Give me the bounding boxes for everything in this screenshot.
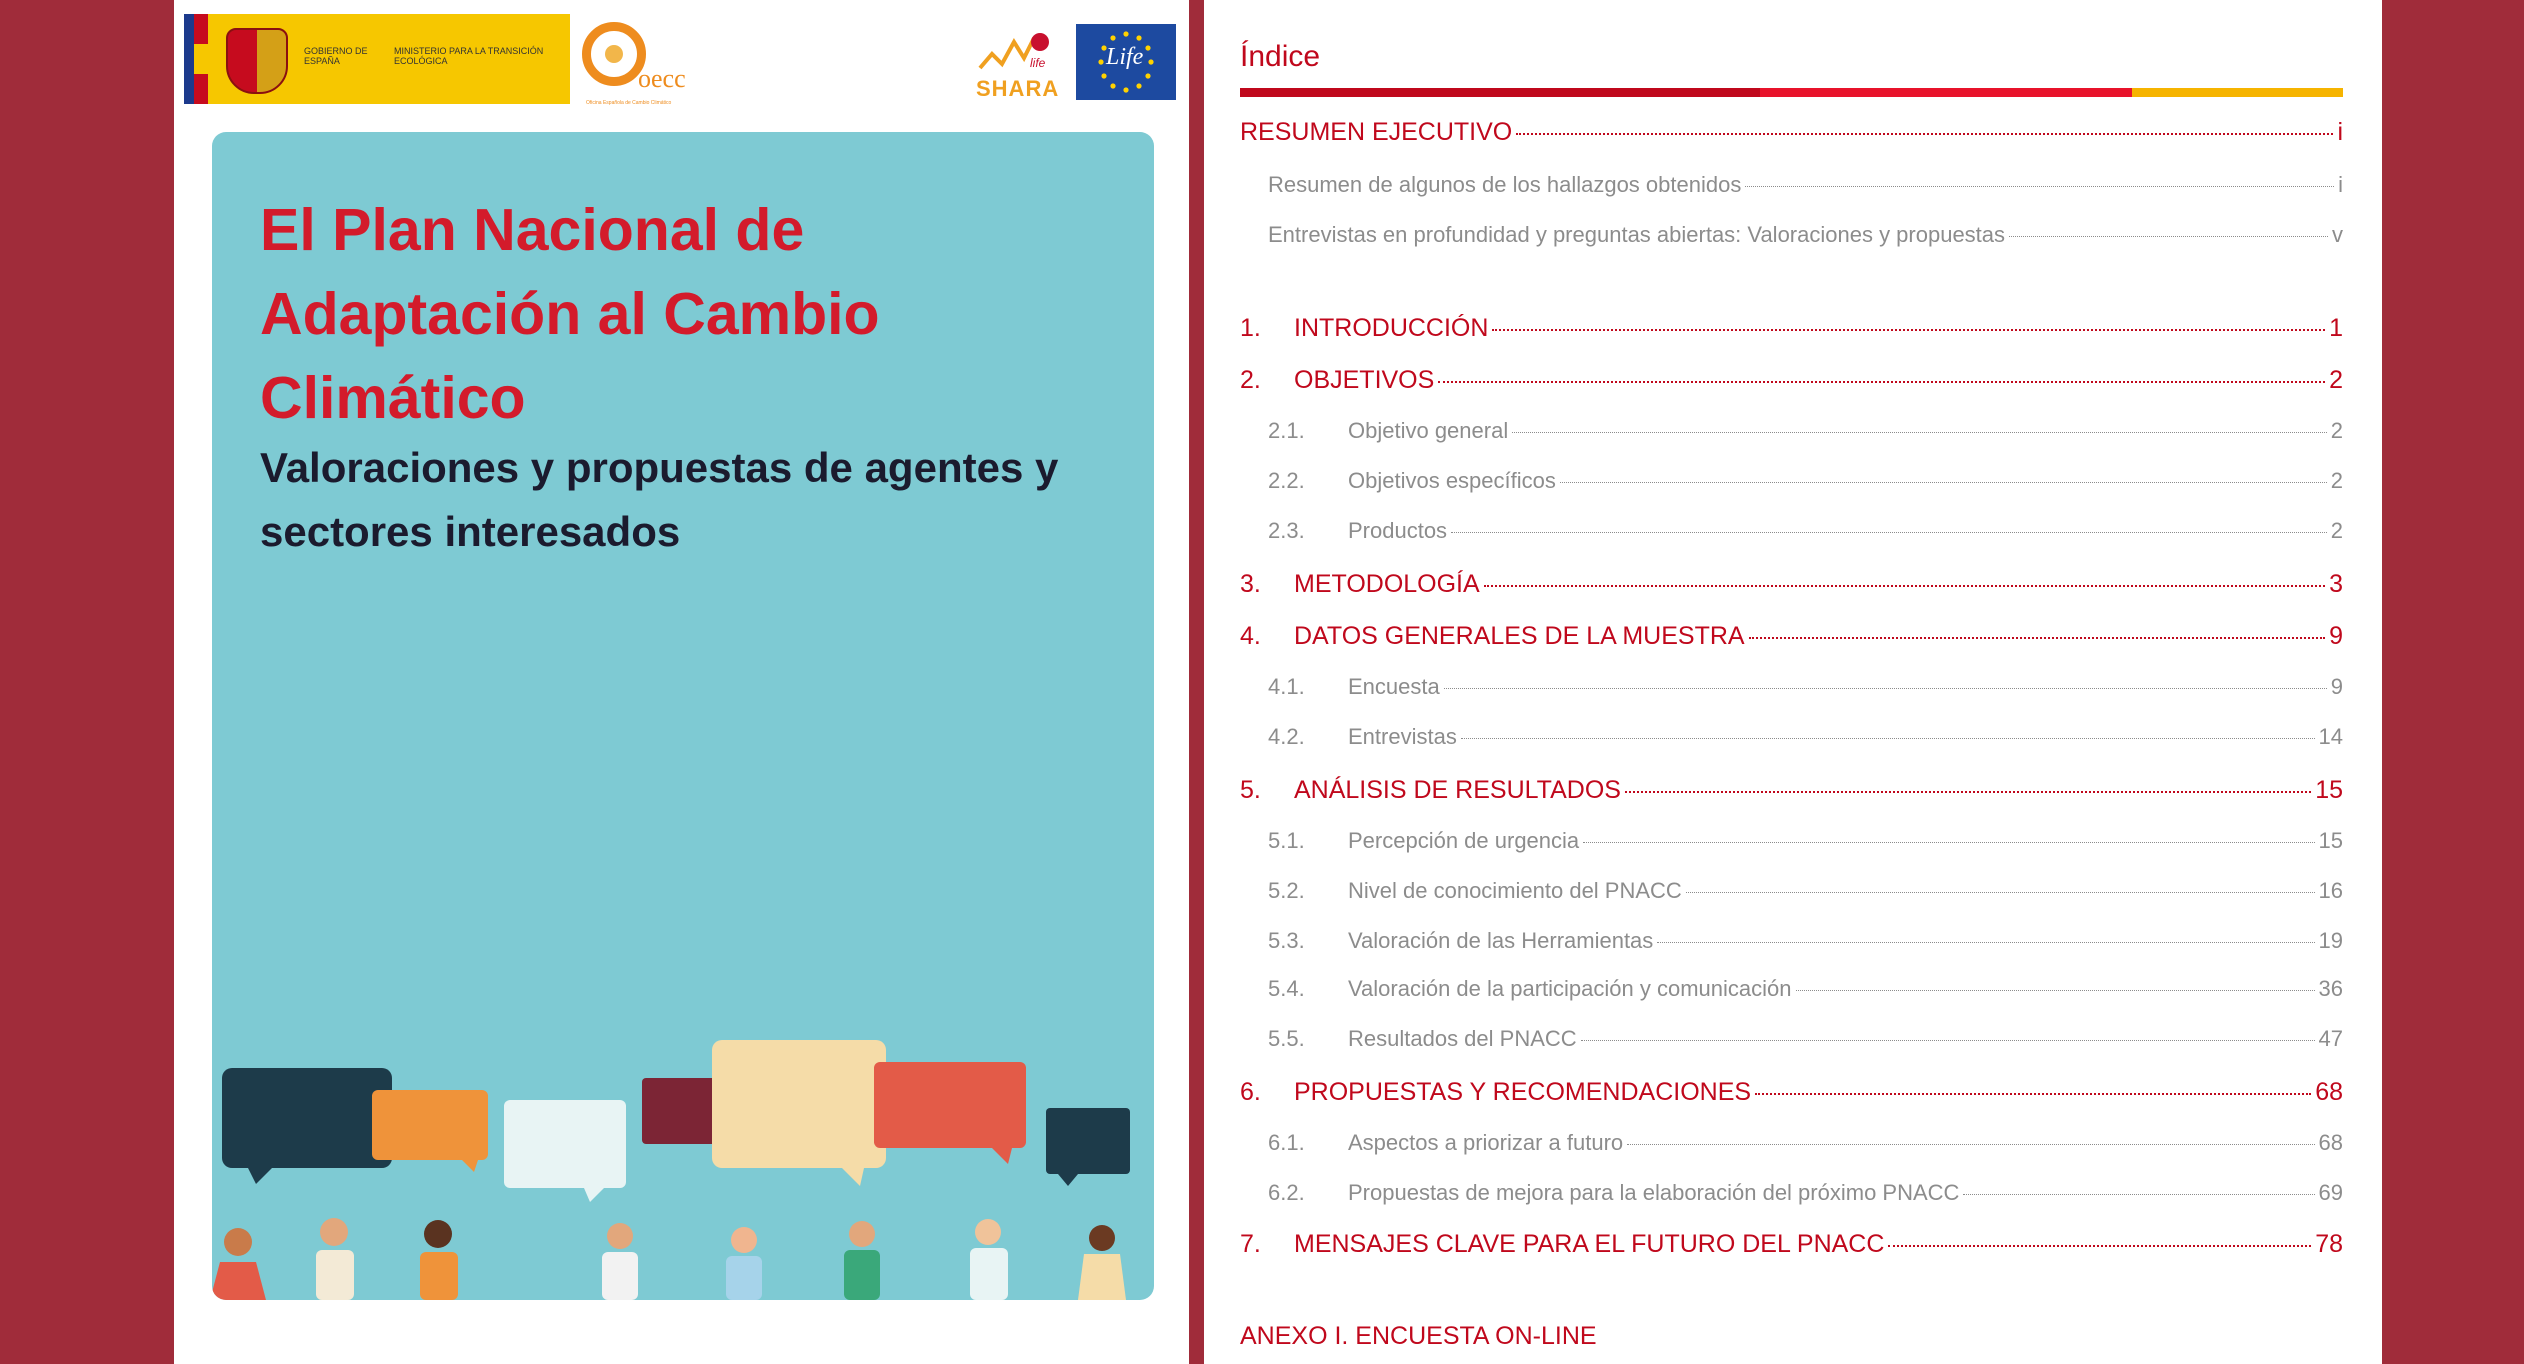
toc-entry-page: 14 <box>2318 724 2343 749</box>
toc-entry-page: v <box>2332 222 2343 247</box>
heading-bar-segment-1 <box>1240 88 1760 97</box>
heading-bar-segment-3 <box>2132 88 2343 97</box>
toc-entry-page: 2 <box>2330 518 2343 543</box>
toc-entry-page: i <box>2338 172 2343 197</box>
toc-entry-page: 15 <box>2315 776 2343 804</box>
toc-entry-label: Resumen de algunos de los hallazgos obtenidos <box>1268 172 1742 197</box>
coat-of-arms-icon <box>226 28 288 94</box>
toc-annex-entry[interactable]: ANEXO I. ENCUESTA ON-LINE <box>1240 1322 1597 1350</box>
toc-entry-label: METODOLOGÍA <box>1294 570 1480 598</box>
toc-entry-number: 6.1. <box>1268 1130 1305 1155</box>
report-cover-page <box>174 0 1189 1364</box>
toc-leader-dots <box>1745 186 2334 187</box>
toc-leader-dots <box>1963 1194 2314 1195</box>
speech-bubbles <box>222 1040 1130 1202</box>
toc-entry[interactable] <box>1240 366 2343 395</box>
toc-entry[interactable] <box>1240 1078 2343 1107</box>
toc-entry-page: i <box>2337 118 2343 146</box>
oecc-subtitle: Oficina Española de Cambio Climático <box>586 100 672 106</box>
toc-entry-label: ANÁLISIS DE RESULTADOS <box>1294 776 1621 804</box>
toc-entry-label: Nivel de conocimiento del PNACC <box>1348 878 1682 903</box>
toc-entry[interactable] <box>1240 1230 2343 1259</box>
people-group <box>212 1218 1126 1300</box>
toc-leader-dots <box>1888 1245 2311 1247</box>
toc-entry-page: 36 <box>2318 976 2343 1001</box>
toc-entry-label: Productos <box>1348 518 1448 543</box>
toc-entry[interactable] <box>1240 622 2343 651</box>
toc-entry-page: 68 <box>2318 1130 2343 1155</box>
toc-entry-label: Percepción de urgencia <box>1348 828 1580 853</box>
toc-entry-number: 4.2. <box>1268 724 1305 749</box>
toc-entry-page: 15 <box>2318 828 2343 853</box>
shara-logo <box>974 20 1060 104</box>
toc-entry-number: 5.2. <box>1268 878 1305 903</box>
toc-leader-dots <box>1451 532 2327 533</box>
toc-leader-dots <box>1583 842 2314 843</box>
toc-entry-page: 2 <box>2330 468 2343 493</box>
toc-entry[interactable] <box>1268 418 2343 444</box>
toc-entry-number: 2.2. <box>1268 468 1305 493</box>
toc-entry-label: MENSAJES CLAVE PARA EL FUTURO DEL PNACC <box>1294 1230 1885 1258</box>
toc-leader-dots <box>1627 1144 2314 1145</box>
ministerio-label: MINISTERIO PARA LA TRANSICIÓN ECOLÓGICA <box>394 46 544 66</box>
toc-leader-dots <box>1461 738 2315 739</box>
toc-entry-number: 3. <box>1240 570 1261 598</box>
report-title: El Plan Nacional de Adaptación al Cambio Climático <box>260 197 880 431</box>
toc-entry-number: 4.1. <box>1268 674 1305 699</box>
toc-entry-label: RESUMEN EJECUTIVO <box>1240 118 1513 146</box>
toc-entry-page: 16 <box>2318 878 2343 903</box>
gobierno-espana-logo <box>184 14 570 104</box>
toc-entry-number: 5.3. <box>1268 928 1305 953</box>
toc-entry-label: OBJETIVOS <box>1294 366 1435 394</box>
toc-entry-label: Resultados del PNACC <box>1348 1026 1577 1051</box>
toc-entry[interactable] <box>1268 724 2343 750</box>
toc-entry-number: 2. <box>1240 366 1261 394</box>
toc-leader-dots <box>1512 432 2327 433</box>
toc-entry-number: 5.1. <box>1268 828 1305 853</box>
table-of-contents-page <box>1204 0 2382 1364</box>
toc-entry-label: Objetivo general <box>1348 418 1509 443</box>
toc-entry-page: 47 <box>2318 1026 2343 1051</box>
toc-entry-number: 5.4. <box>1268 976 1305 1001</box>
toc-entry[interactable] <box>1240 776 2343 805</box>
oecc-name: oecc <box>638 64 686 93</box>
people-talking-illustration <box>212 882 1154 1300</box>
cover-illustration-card <box>212 132 1154 1300</box>
toc-leader-dots <box>1438 381 2325 383</box>
eu-life-label: Life <box>1106 44 1144 70</box>
eu-life-logo <box>1076 24 1176 100</box>
toc-leader-dots <box>1492 329 2325 331</box>
toc-entry-label: Entrevistas en profundidad y preguntas abiertas: Valoraciones y propuestas <box>1268 222 2006 247</box>
toc-leader-dots <box>1796 990 2315 991</box>
toc-entry-label: Entrevistas <box>1348 724 1457 749</box>
toc-entry[interactable] <box>1240 118 2343 147</box>
toc-entry[interactable] <box>1268 976 2343 1002</box>
toc-entry-number: 5. <box>1240 776 1261 804</box>
toc-entry-number: 6.2. <box>1268 1180 1305 1205</box>
toc-entry-page: 2 <box>2329 366 2343 394</box>
toc-leader-dots <box>1444 688 2327 689</box>
toc-entry-number: 1. <box>1240 314 1261 342</box>
toc-leader-dots <box>1625 791 2311 793</box>
toc-leader-dots <box>2009 236 2328 237</box>
toc-entry-number: 6. <box>1240 1078 1261 1106</box>
toc-entry-number: 5.5. <box>1268 1026 1305 1051</box>
toc-leader-dots <box>1484 585 2325 587</box>
report-subtitle: Valoraciones y propuestas de agentes y sectores interesados <box>260 444 1059 555</box>
spain-flag-icon <box>184 14 208 104</box>
toc-entry[interactable] <box>1268 172 2343 198</box>
shara-wave-icon <box>978 32 1058 78</box>
toc-entry-page: 1 <box>2329 314 2343 342</box>
shara-life-label: life <box>1030 56 1046 70</box>
toc-entry[interactable] <box>1268 518 2343 544</box>
toc-entry-label: INTRODUCCIÓN <box>1294 314 1489 342</box>
toc-entry[interactable] <box>1268 1130 2343 1156</box>
toc-leader-dots <box>1657 942 2314 943</box>
shara-name: SHARA <box>976 76 1060 101</box>
toc-entry-label: Aspectos a priorizar a futuro <box>1348 1130 1624 1155</box>
toc-leader-dots <box>1516 133 2333 135</box>
toc-entry[interactable] <box>1268 878 2343 904</box>
oecc-ring-icon <box>582 22 646 86</box>
toc-entry-page: 3 <box>2329 570 2343 598</box>
toc-entry[interactable] <box>1268 928 2343 954</box>
toc-entry[interactable] <box>1268 674 2343 700</box>
toc-entry-label: Propuestas de mejora para la elaboración del próximo PNACC <box>1348 1180 1960 1205</box>
toc-leader-dots <box>1686 892 2315 893</box>
toc-entry[interactable] <box>1268 222 2343 248</box>
toc-entry-label: Valoración de las Herramientas <box>1348 928 1654 953</box>
toc-leader-dots <box>1749 637 2326 639</box>
toc-entry-page: 19 <box>2318 928 2343 953</box>
toc-entry-label: Objetivos específicos <box>1348 468 1556 493</box>
toc-entry[interactable] <box>1268 828 2343 854</box>
toc-entry-number: 2.3. <box>1268 518 1305 543</box>
toc-entry[interactable] <box>1268 468 2343 494</box>
toc-entry-page: 9 <box>2329 622 2343 650</box>
toc-entry-page: 69 <box>2318 1180 2343 1205</box>
toc-entry[interactable] <box>1268 1026 2343 1052</box>
toc-entry-number: 7. <box>1240 1230 1261 1258</box>
toc-leader-dots <box>1755 1093 2311 1095</box>
gobierno-label: GOBIERNO DE ESPAÑA <box>304 46 368 66</box>
toc-entry-label: Encuesta <box>1348 674 1440 699</box>
toc-entry-page: 9 <box>2330 674 2343 699</box>
toc-entry-page: 68 <box>2315 1078 2343 1106</box>
toc-entry[interactable] <box>1240 570 2343 599</box>
toc-leader-dots <box>1560 482 2327 483</box>
toc-entry-label: Valoración de la participación y comunicación <box>1348 976 1792 1001</box>
toc-leader-dots <box>1581 1040 2315 1041</box>
heading-bar-segment-2 <box>1760 88 2132 97</box>
toc-entry-number: 4. <box>1240 622 1261 650</box>
toc-entry-label: PROPUESTAS Y RECOMENDACIONES <box>1294 1078 1752 1106</box>
toc-entry-page: 2 <box>2330 418 2343 443</box>
toc-entry[interactable] <box>1268 1180 2343 1206</box>
toc-entry-label: DATOS GENERALES DE LA MUESTRA <box>1294 622 1745 650</box>
toc-entry-page: 78 <box>2315 1230 2343 1258</box>
toc-entry[interactable] <box>1240 314 2343 343</box>
oecc-logo <box>582 22 722 108</box>
toc-heading: Índice <box>1240 40 1321 73</box>
toc-entry-number: 2.1. <box>1268 418 1305 443</box>
